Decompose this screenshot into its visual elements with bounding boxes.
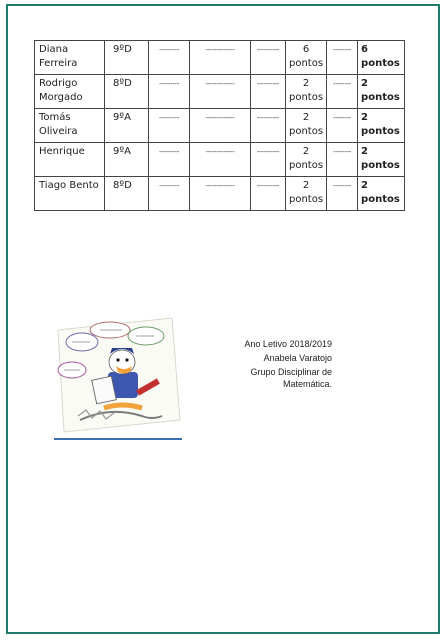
empty-cell: ------------- bbox=[190, 109, 251, 143]
points-cell: 6 pontos bbox=[286, 41, 327, 75]
table-row bbox=[35, 109, 405, 143]
class-name: 9ºA bbox=[105, 109, 149, 143]
empty-cell: --------- bbox=[149, 75, 190, 109]
student-name: Tomás Oliveira bbox=[35, 109, 105, 143]
empty-cell: -------- bbox=[327, 75, 358, 109]
empty-cell: --------- bbox=[149, 177, 190, 211]
empty-cell: -------- bbox=[327, 41, 358, 75]
image-underline bbox=[54, 438, 182, 440]
results-table bbox=[34, 40, 405, 211]
student-name: Rodrigo Morgado bbox=[35, 75, 105, 109]
empty-cell: -------- bbox=[327, 177, 358, 211]
empty-cell: ---------- bbox=[251, 75, 286, 109]
author-name: Anabela Varatojo bbox=[263, 353, 332, 363]
empty-cell: ------------- bbox=[190, 75, 251, 109]
student-name: Tiago Bento bbox=[35, 177, 105, 211]
total-cell: 2 pontos bbox=[358, 143, 405, 177]
school-year: Ano Letivo 2018/2019 bbox=[244, 339, 332, 349]
empty-cell: --------- bbox=[149, 143, 190, 177]
department-line-1: Grupo Disciplinar de bbox=[250, 367, 332, 377]
total-cell: 2 pontos bbox=[358, 109, 405, 143]
empty-cell: ---------- bbox=[251, 177, 286, 211]
total-cell: 2 pontos bbox=[358, 75, 405, 109]
empty-cell: ------------- bbox=[190, 41, 251, 75]
empty-cell: -------- bbox=[327, 109, 358, 143]
class-name: 8ºD bbox=[105, 177, 149, 211]
empty-cell: ------------- bbox=[190, 177, 251, 211]
points-cell: 2 pontos bbox=[286, 75, 327, 109]
student-name: Diana Ferreira bbox=[35, 41, 105, 75]
total-cell: 6 pontos bbox=[358, 41, 405, 75]
empty-cell: ---------- bbox=[251, 109, 286, 143]
points-cell: 2 pontos bbox=[286, 143, 327, 177]
student-name: Henrique bbox=[35, 143, 105, 177]
empty-cell: ------------- bbox=[190, 143, 251, 177]
table-row bbox=[35, 41, 405, 75]
donald-duck-math-illustration bbox=[50, 312, 184, 440]
class-name: 9ºD bbox=[105, 41, 149, 75]
footer-info bbox=[244, 338, 332, 392]
empty-cell: -------- bbox=[327, 143, 358, 177]
empty-cell: ---------- bbox=[251, 143, 286, 177]
results-table-body bbox=[35, 41, 405, 211]
empty-cell: ---------- bbox=[251, 41, 286, 75]
points-cell: 2 pontos bbox=[286, 109, 327, 143]
total-cell: 2 pontos bbox=[358, 177, 405, 211]
table-row bbox=[35, 143, 405, 177]
points-cell: 2 pontos bbox=[286, 177, 327, 211]
class-name: 9ºA bbox=[105, 143, 149, 177]
table-row bbox=[35, 75, 405, 109]
class-name: 8ºD bbox=[105, 75, 149, 109]
table-row bbox=[35, 177, 405, 211]
empty-cell: --------- bbox=[149, 41, 190, 75]
empty-cell: --------- bbox=[149, 109, 190, 143]
department-line-2: Matemática. bbox=[282, 379, 332, 389]
